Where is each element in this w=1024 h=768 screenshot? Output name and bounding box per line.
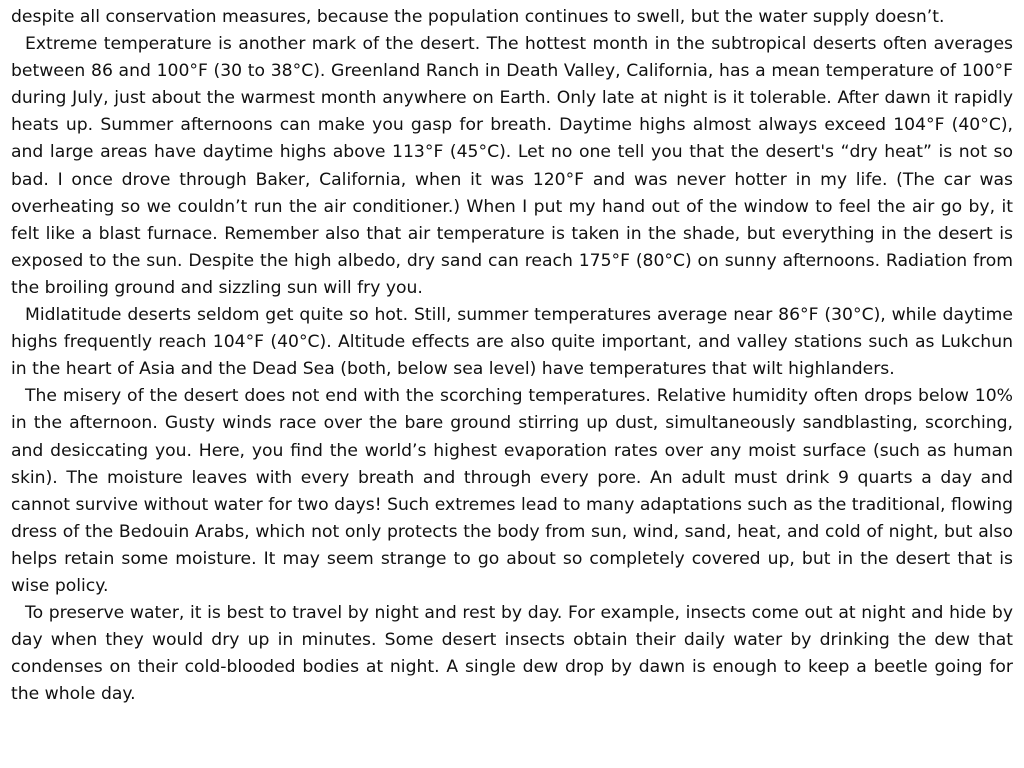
paragraph-extreme-temperature: Extreme temperature is another mark of the desert. The hottest month in the subtropical deserts often averages between 86 and 100°F (30 to 38°C). Greenland Ranch in Death Valley, California, has a mean temperature of 100°F during July, just about the warmest month anywhere on Earth. Only late at night is it tolerable. After dawn it rapidly heats up. Summer afternoons can make you gasp for breath. Daytime highs almost always exceed 104°F (40°C), and large areas have daytime highs above 113°F (45°C). Let no one tell you that the desert's “dry heat” is not so bad. I once drove through Baker, California, when it was 120°F and was never hotter in my life. (The car was overheating so we couldn’t run the air conditioner.) When I put my hand out of the window to feel the air go by, it felt like a blast furnace. Remember also that air temperature is taken in the shade, but everything in the desert is exposed to the sun. Despite the high albedo, dry sand can reach 175°F (80°C) on sunny afternoons. Radiation from the broiling ground and sizzling sun will fry you. xyxy=(11,34,1013,298)
paragraph-desert-misery: The misery of the desert does not end with the scorching temperatures. Relative humidity often drops below 10% in the afternoon. Gusty winds race over the bare ground stirring up dust, simultaneously sandblasting, scorching, and desiccating you. Here, you find the world’s highest evaporation rates over any moist surface (such as human skin). The moisture leaves with every breath and through every pore. An adult must drink 9 quarts a day and cannot survive without water for two days! Such extremes lead to many adaptations such as the traditional, flowing dress of the Bedouin Arabs, which not only protects the body from sun, wind, sand, heat, and cold of night, but also helps retain some moisture. It may seem strange to go about so completely covered up, but in the desert that is wise policy. xyxy=(11,386,1013,596)
paragraph-preserve-water: To preserve water, it is best to travel by night and rest by day. For example, insects come out at night and hide by day when they would dry up in minutes. Some desert insects obtain their daily water by drinking the dew that condenses on their cold-blooded bodies at night. A single dew drop by dawn is enough to keep a beetle going for the whole day. xyxy=(11,603,1013,705)
paragraph-midlatitude-deserts: Midlatitude deserts seldom get quite so hot. Still, summer temperatures average near 86°F (30°C), while daytime highs frequently reach 104°F (40°C). Altitude effects are also quite important, and valley stations such as Lukchun in the heart of Asia and the Dead Sea (both, below sea level) have temperatures that wilt highlanders. xyxy=(11,305,1013,380)
paragraph-continuation: despite all conservation measures, because the population continues to swell, but the water supply doesn’t. xyxy=(11,7,945,27)
